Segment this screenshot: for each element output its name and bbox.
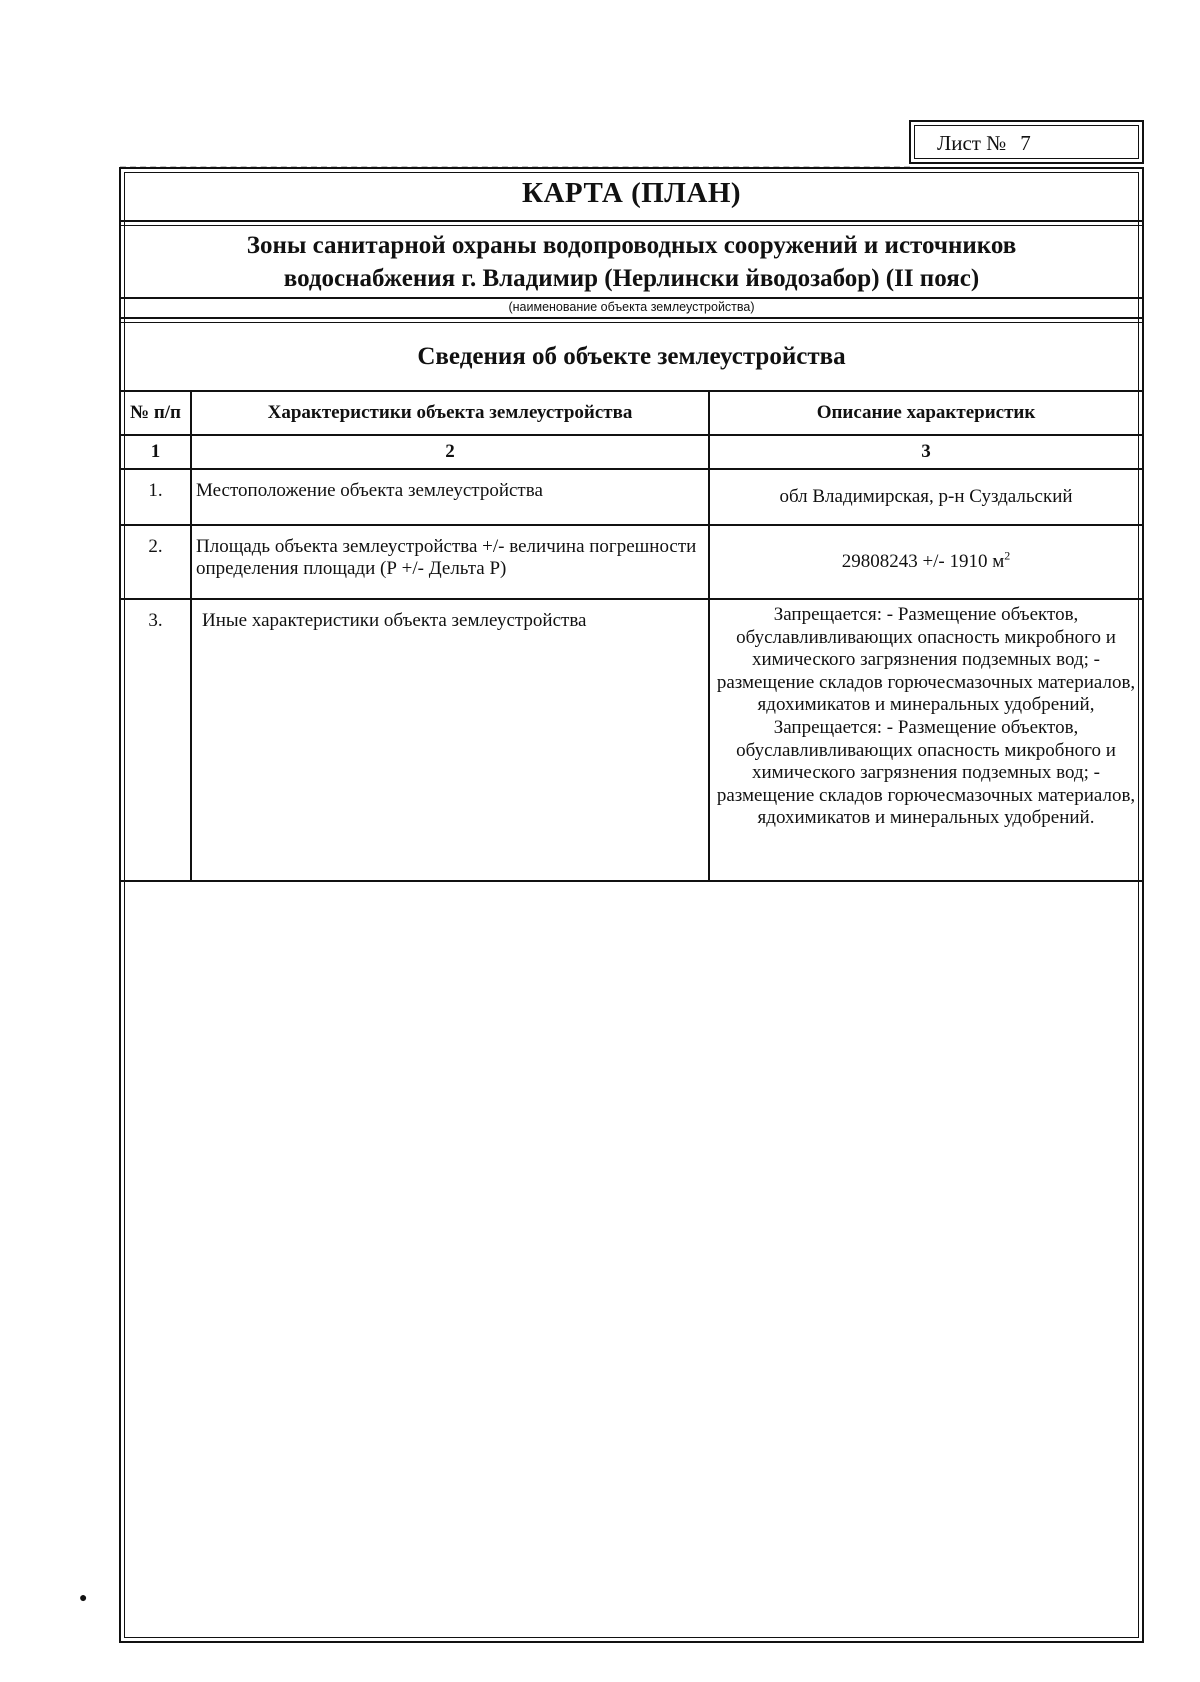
sheet-number-box xyxy=(909,120,1144,164)
row-index: 3. xyxy=(121,599,191,881)
header-cell-description: Описание характеристик xyxy=(709,391,1142,435)
row-characteristic: Площадь объекта землеустройства +/- величина погрешности определения площади (Р +/- Дельта Р) xyxy=(191,525,709,599)
row-index: 2. xyxy=(121,525,191,599)
header-cell-characteristic: Характеристики объекта землеустройства xyxy=(191,391,709,435)
table-row xyxy=(121,599,1142,881)
margin-mark-icon: ● xyxy=(79,1591,88,1606)
row-index: 1. xyxy=(121,469,191,525)
object-name-caption: (наименование объекта землеустройства) xyxy=(508,300,755,314)
row-characteristic: Иные характеристики объекта землеустройства xyxy=(191,599,709,881)
area-unit-superscript: 2 xyxy=(1004,548,1011,563)
table-header-row xyxy=(121,391,1142,435)
divider xyxy=(121,220,1142,226)
row-description: обл Владимирская, р-н Суздальский xyxy=(709,469,1142,525)
column-number-row xyxy=(121,435,1142,469)
info-table xyxy=(121,390,1142,882)
column-number: 3 xyxy=(709,435,1142,469)
object-name: Зоны санитарной охраны водопроводных сооружений и источников водоснабжения г. Владимир (Нерлински йводозабор) (II пояс) xyxy=(246,232,1017,292)
map-title: КАРТА (ПЛАН) xyxy=(521,177,742,209)
sheet-number: 7 xyxy=(1020,131,1031,155)
table-row xyxy=(121,469,1142,525)
column-number: 1 xyxy=(121,435,191,469)
section-title: Сведения об объекте землеустройства xyxy=(417,343,846,370)
row-description: Запрещается: - Размещение объектов, обуславливливающих опасность микробного и химического загрязнения подземных вод; - размещение складов горючесмазочных материалов, ядохимикатов и минеральных удобрений, Запрещается: - Размещение объектов, обуславливливающих опасность микробного и химического загрязнения подземных вод; - размещение складов горючесмазочных материалов, ядохимикатов и минеральных удобрений. xyxy=(709,599,1142,881)
table-row xyxy=(121,525,1142,599)
sheet-label-text: Лист № xyxy=(937,131,1007,155)
divider xyxy=(121,317,1142,323)
sheet-number-label xyxy=(937,131,1031,156)
row-description-area xyxy=(709,525,1142,599)
info-table-wrap xyxy=(121,390,1142,882)
header-cell-index: № п/п xyxy=(121,391,191,435)
divider xyxy=(121,297,1142,299)
column-number: 2 xyxy=(191,435,709,469)
area-value: 29808243 +/- 1910 м xyxy=(841,550,1005,572)
document-frame xyxy=(119,167,1144,1643)
row-characteristic: Местоположение объекта землеустройства xyxy=(191,469,709,525)
